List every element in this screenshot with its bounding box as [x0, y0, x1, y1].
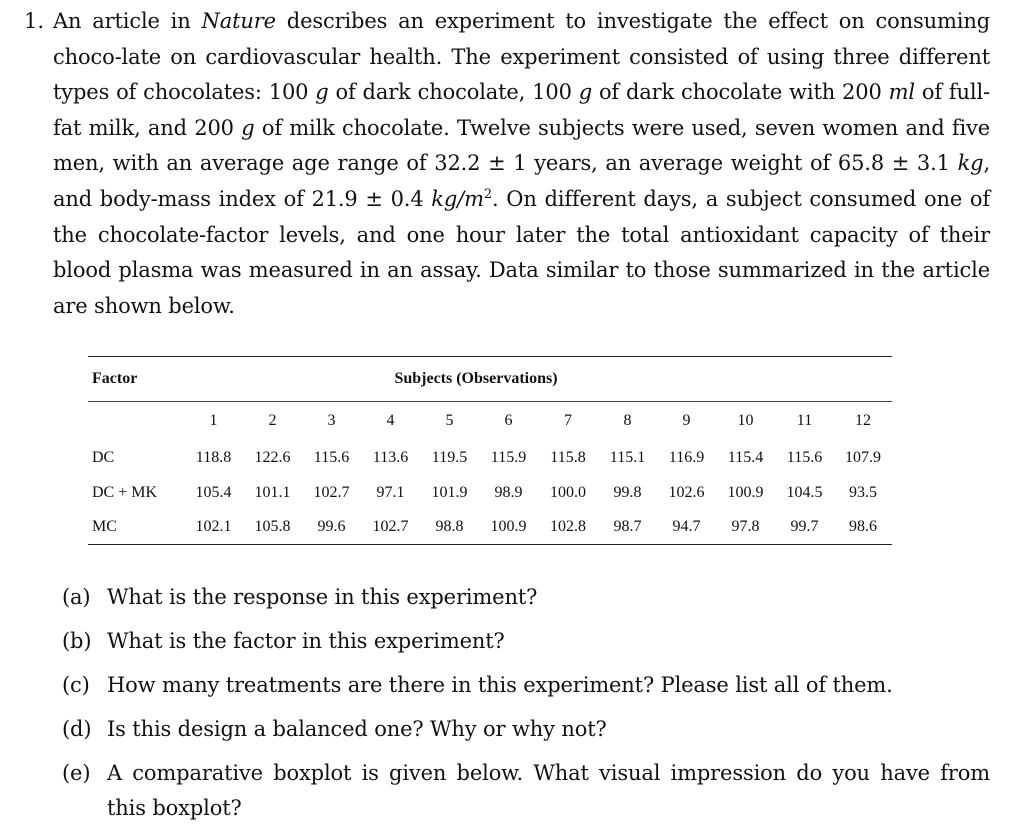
journal-name: Nature [201, 9, 276, 33]
observation-cell: 102.7 [372, 518, 409, 535]
subject-number: 10 [737, 412, 754, 429]
observation-cell: 105.8 [254, 518, 291, 535]
observation-cell: 102.6 [668, 483, 705, 501]
question-text: Is this design a balanced one? Why or why not? [107, 717, 607, 741]
observations-table [88, 357, 892, 544]
subjects-header: Subjects (Observations) [394, 370, 558, 387]
observation-cell: 100.9 [490, 518, 527, 535]
unit-grams: g [578, 80, 593, 105]
intro-text: An article in [53, 9, 202, 33]
observation-cell: 107.9 [845, 448, 881, 466]
observation-cell: 118.8 [195, 448, 232, 466]
problem-1 [24, 4, 990, 324]
intro-text: of dark chocolate with 200 [592, 80, 889, 105]
observation-cell: 102.1 [195, 518, 232, 535]
intro-text: describes an experiment to investigate the effect on consuming choco-late on cardiovascular health. The experiment consisted of using three different types of chocolates: 100 [53, 9, 990, 105]
factor-level-label: MC [92, 518, 117, 535]
question-c [62, 668, 990, 703]
superscript-two: 2 [483, 186, 492, 202]
intro-text: , and body-mass index of 21.9 ± 0.4 [53, 151, 990, 211]
data-table [88, 356, 892, 545]
unit-grams: g [241, 115, 255, 140]
observation-cell: 115.9 [490, 448, 527, 466]
subject-number: 9 [682, 412, 691, 429]
subject-number: 3 [327, 412, 336, 429]
problem-number: 1. [24, 9, 45, 33]
factor-level-label: DC + MK [92, 483, 158, 501]
intro-text: of full-fat milk, and 200 [53, 80, 990, 140]
question-label: (d) [62, 717, 92, 741]
observation-cell: 100.0 [550, 483, 586, 501]
observation-cell: 115.1 [609, 448, 646, 466]
question-label: (c) [62, 673, 90, 697]
question-list [62, 580, 990, 835]
subject-number: 5 [445, 412, 454, 429]
question-d [62, 712, 990, 747]
table-header-row [88, 357, 892, 401]
observation-cell: 116.9 [668, 448, 705, 466]
observation-cell: 99.8 [613, 483, 642, 501]
observation-cell: 115.6 [313, 448, 350, 466]
table-body [88, 440, 892, 544]
observation-cell: 115.8 [550, 448, 586, 466]
observation-cell: 98.7 [613, 518, 642, 535]
observation-cell: 97.8 [731, 518, 760, 535]
factor-level-label: DC [92, 448, 115, 466]
observation-cell: 122.6 [254, 448, 291, 466]
intro-text: of dark chocolate, 100 [328, 80, 579, 105]
intro-text: . On different days, a subject consumed one of the chocolate-factor levels, and one hour later the total antioxidant capacity of their blood plasma was measured in an assay. Data similar to those summarized in the article are shown below. [53, 186, 990, 318]
unit-grams: g [315, 80, 329, 105]
observation-cell: 98.6 [849, 518, 877, 535]
observation-cell: 104.5 [786, 483, 823, 501]
observation-cell: 100.9 [727, 483, 764, 501]
unit-milliliters: ml [888, 80, 915, 105]
subject-number: 2 [268, 412, 277, 429]
observation-cell: 102.7 [313, 483, 350, 501]
subject-number: 6 [504, 412, 513, 429]
intro-text: of milk chocolate. Twelve subjects were used, seven women and five men, with an average age range of 32.2 ± 1 years, an average weight of 65.8 ± 3.1 [53, 115, 990, 176]
observation-cell: 98.8 [435, 518, 464, 535]
table-row [88, 475, 892, 510]
question-e [62, 756, 990, 826]
observation-cell: 99.6 [317, 518, 346, 535]
question-label: (e) [62, 761, 91, 785]
subject-number: 4 [386, 412, 395, 429]
subject-number: 8 [623, 412, 632, 429]
question-label: (a) [62, 585, 91, 609]
table-bottom-rule [88, 544, 892, 545]
factor-header: Factor [92, 370, 138, 387]
question-text: What is the factor in this experiment? [107, 629, 505, 653]
observation-cell: 101.1 [254, 483, 291, 501]
table-row [88, 510, 892, 544]
question-b [62, 624, 990, 659]
question-text: A comparative boxplot is given below. What visual impression do you have from this boxplot? [107, 761, 990, 820]
observation-cell: 102.8 [550, 518, 586, 535]
subject-numbers-row [88, 402, 892, 440]
question-label: (b) [62, 629, 92, 653]
observation-cell: 105.4 [195, 483, 232, 501]
observation-cell: 115.4 [727, 448, 764, 466]
observation-cell: 119.5 [431, 448, 468, 466]
observation-cell: 115.6 [786, 448, 823, 466]
question-text: How many treatments are there in this experiment? Please list all of them. [107, 673, 893, 697]
subject-number: 1 [209, 412, 218, 429]
problem-intro [53, 4, 990, 324]
subject-number: 11 [796, 412, 813, 429]
observation-cell: 99.7 [790, 518, 819, 535]
observation-cell: 113.6 [372, 448, 409, 466]
observation-cell: 97.1 [376, 483, 405, 501]
observation-cell: 98.9 [494, 483, 523, 501]
question-text: What is the response in this experiment? [107, 585, 538, 609]
table-row [88, 440, 892, 475]
subject-number: 12 [855, 412, 871, 429]
unit-kilograms: kg [957, 151, 984, 176]
observation-cell: 93.5 [849, 483, 877, 501]
unit-bmi: kg/m [431, 186, 484, 211]
observation-cell: 94.7 [672, 518, 701, 535]
subject-number: 7 [564, 412, 572, 429]
observation-cell: 101.9 [431, 483, 468, 501]
question-a [62, 580, 990, 615]
